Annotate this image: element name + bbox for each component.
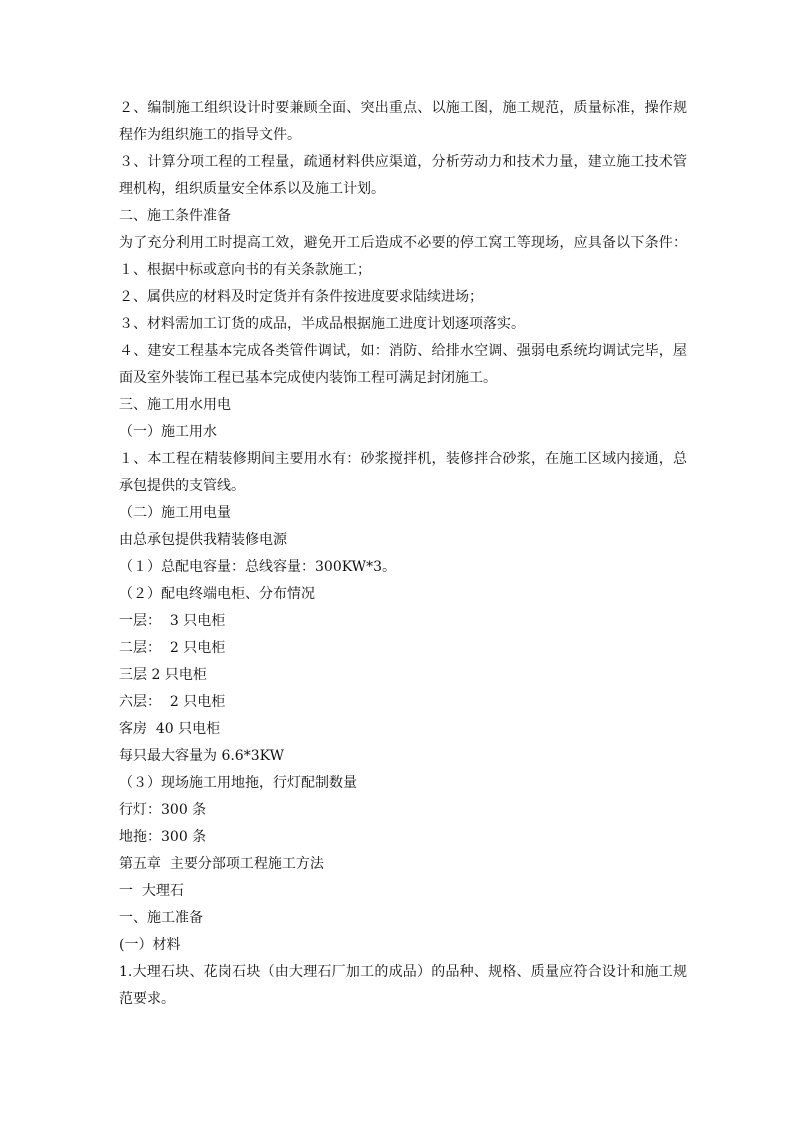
text-line: 客房 40 只电柜 bbox=[119, 721, 221, 737]
text-line: 一、施工准备 bbox=[119, 910, 203, 926]
text-line: 每只最大容量为 6.6*3KW bbox=[119, 748, 284, 764]
text-line: （３）现场施工用地拖，行灯配制数量 bbox=[119, 775, 357, 791]
text-line: １、本工程在精装修期间主要用水有：砂浆搅拌机，装修拌合砂浆，在施工区域内接通，总 bbox=[119, 451, 687, 467]
text-line: （二）施工用电量 bbox=[119, 505, 231, 521]
text-line: （一）施工用水 bbox=[119, 424, 217, 440]
text-line: 理机构，组织质量安全体系以及施工计划。 bbox=[119, 181, 385, 197]
text-line: 行灯：300 条 bbox=[119, 802, 207, 818]
text-line: 第五章 主要分部项工程施工方法 bbox=[119, 856, 324, 872]
text-line: １、根据中标或意向书的有关条款施工； bbox=[119, 262, 371, 278]
text-line: 一 大理石 bbox=[119, 883, 184, 899]
text-line: ２、编制施工组织设计时要兼顾全面、突出重点、以施工图，施工规范，质量标准，操作规 bbox=[119, 100, 687, 116]
text-line: 二层： 2 只电柜 bbox=[119, 640, 226, 656]
text-line: ３、计算分项工程的工程量，疏通材料供应渠道，分析劳动力和技术力量，建立施工技术管 bbox=[119, 154, 687, 170]
text-line: 面及室外装饰工程已基本完成使内装饰工程可满足封闭施工。 bbox=[119, 370, 497, 386]
text-line: ２、属供应的材料及时定货并有条件按进度要求陆续进场； bbox=[119, 289, 483, 305]
text-line: 为了充分利用工时提高工效，避免开工后造成不必要的停工窝工等现场，应具备以下条件： bbox=[119, 235, 687, 251]
text-line: 承包提供的支管线。 bbox=[119, 478, 245, 494]
text-line: 地拖：300 条 bbox=[119, 829, 207, 845]
text-line: 1.大理石块、花岗石块（由大理石厂加工的成品）的品种、规格、质量应符合设计和施工规 bbox=[119, 964, 687, 980]
text-line: (一）材料 bbox=[119, 937, 181, 953]
text-line: （２）配电终端电柜、分布情况 bbox=[119, 586, 315, 602]
text-line: 范要求。 bbox=[119, 991, 175, 1007]
text-line: 二、施工条件准备 bbox=[119, 208, 231, 224]
text-line: ３、材料需加工订货的成品，半成品根据施工进度计划逐项落实。 bbox=[119, 316, 525, 332]
text-line: 三、施工用水用电 bbox=[119, 397, 231, 413]
text-line: ４、建安工程基本完成各类管件调试，如：消防、给排水空调、强弱电系统均调试完毕，屋 bbox=[119, 343, 687, 359]
text-line: （１）总配电容量：总线容量：300KW*3。 bbox=[119, 559, 396, 575]
text-line: 三层 2 只电柜 bbox=[119, 667, 207, 683]
text-line: 由总承包提供我精装修电源 bbox=[119, 532, 287, 548]
text-line: 六层： 2 只电柜 bbox=[119, 694, 226, 710]
document-page bbox=[119, 95, 687, 1013]
text-line: 程作为组织施工的指导文件。 bbox=[119, 127, 301, 143]
text-line: 一层： 3 只电柜 bbox=[119, 613, 226, 629]
